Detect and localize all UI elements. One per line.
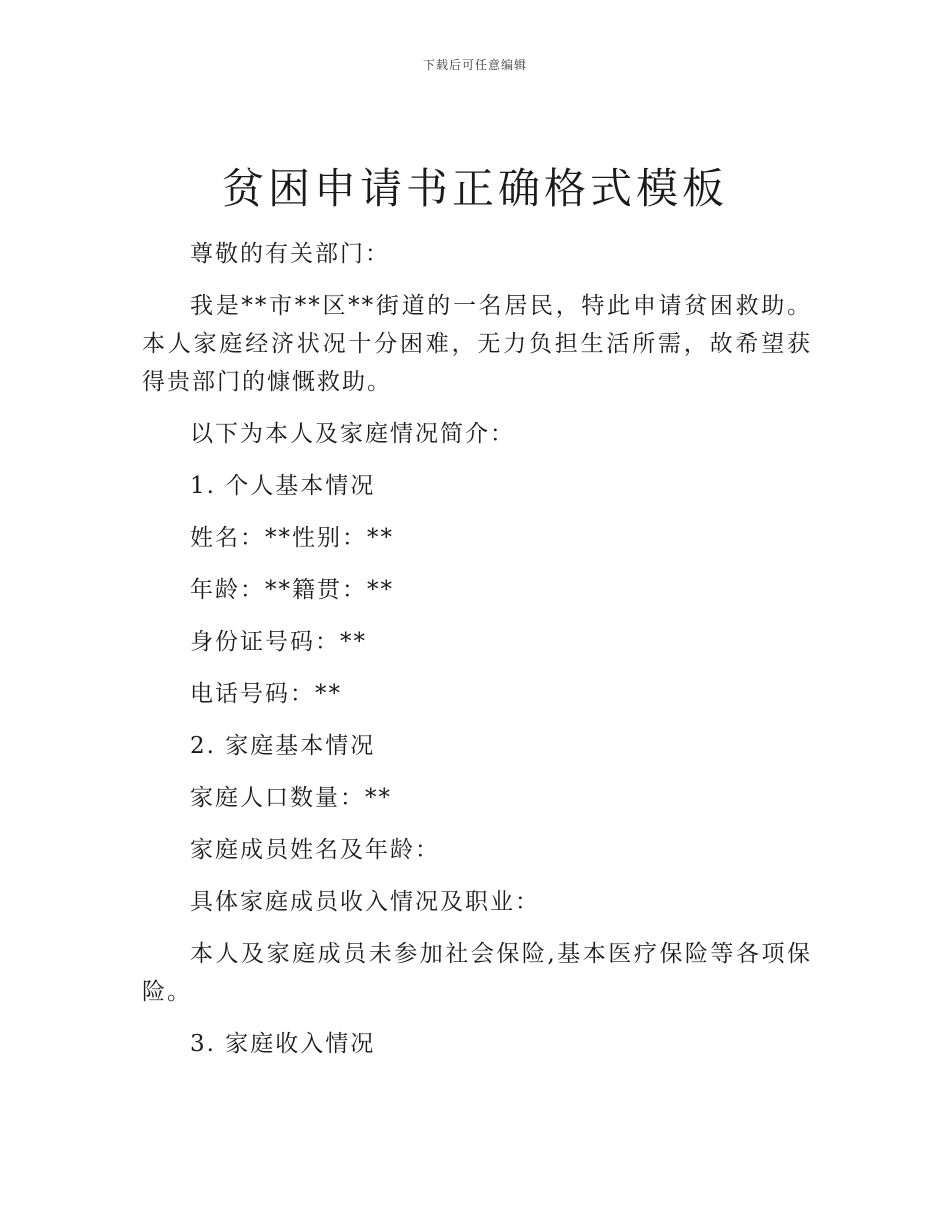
insurance-paragraph: 本人及家庭成员未参加社会保险,基本医疗保险等各项保险。: [142, 941, 812, 1005]
section-heading-personal: 1. 个人基本情况: [190, 473, 376, 499]
field-family-members: 家庭成员姓名及年龄：: [190, 837, 440, 863]
summary-lead: 以下为本人及家庭情况简介：: [190, 421, 515, 447]
field-family-income-jobs: 具体家庭成员收入情况及职业：: [190, 889, 540, 915]
header-note: 下载后可任意编辑: [422, 58, 527, 72]
field-phone: 电话号码：**: [190, 681, 342, 707]
field-name-gender: 姓名：**性别：**: [190, 525, 394, 551]
field-age-origin: 年龄：**籍贯：**: [190, 577, 394, 603]
section-heading-family: 2. 家庭基本情况: [190, 733, 376, 759]
intro-paragraph: 我是**市**区**街道的一名居民，特此申请贫困救助。本人家庭经济状况十分困难，无力负担生活所需，故希望获得贵部门的慷慨救助。: [142, 293, 812, 395]
document-body: [142, 235, 812, 1077]
section-heading-income: 3. 家庭收入情况: [190, 1031, 376, 1057]
field-id-number: 身份证号码：**: [190, 629, 367, 655]
field-family-size: 家庭人口数量：**: [190, 785, 392, 811]
salutation: 尊敬的有关部门：: [190, 241, 390, 267]
document-title: 贫困申请书正确格式模板: [221, 164, 728, 213]
